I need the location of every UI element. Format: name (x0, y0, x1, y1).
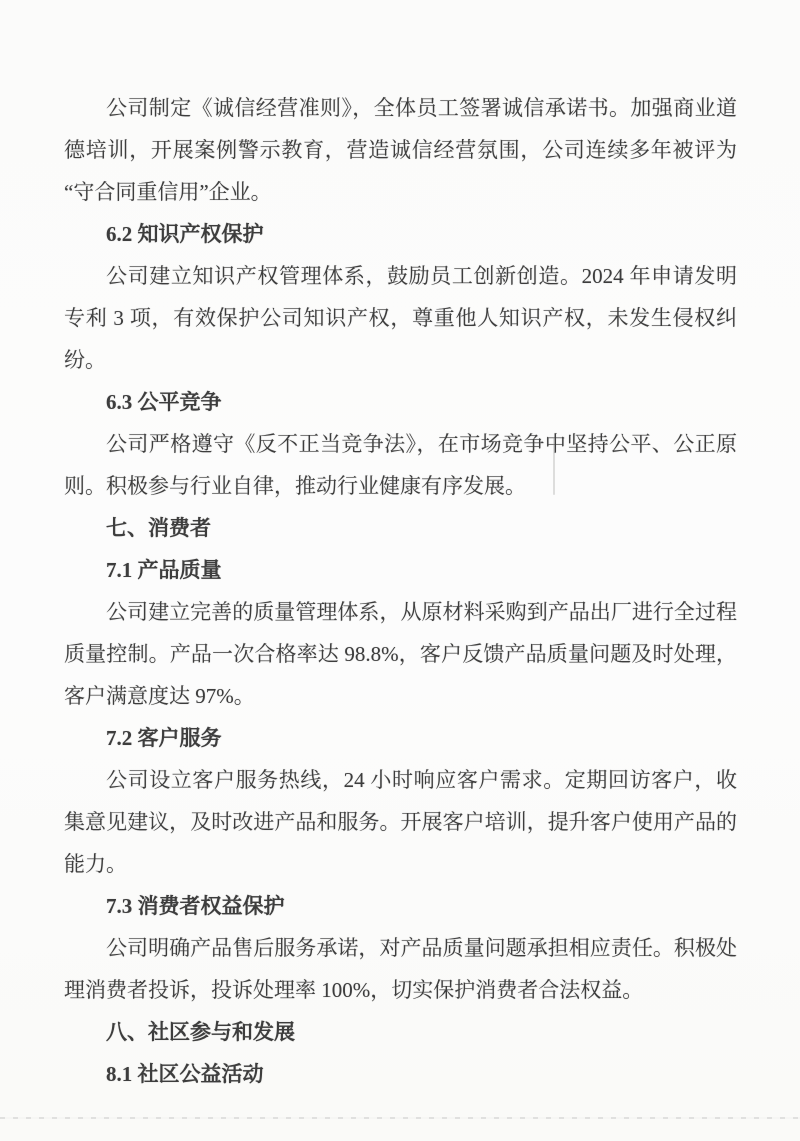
heading-7-1-product-quality: 7.1 产品质量 (106, 558, 222, 582)
heading-8-community: 八、社区参与和发展 (106, 1020, 295, 1044)
heading-6-3-fair-competition: 6.3 公平竞争 (106, 390, 222, 414)
scan-artifact-vertical (553, 437, 555, 495)
paragraph-fair-competition: 公司严格遵守《反不正当竞争法》，在市场竞争中坚持公平、公正原则。积极参与行业自律，推动行业健康有序发展。 (64, 432, 737, 498)
paragraph-integrity-code: 公司制定《诚信经营准则》，全体员工签署诚信承诺书。加强商业道德培训，开展案例警示教育，营造诚信经营氛围，公司连续多年被评为“守合同重信用”企业。 (64, 96, 737, 204)
paragraph-product-quality: 公司建立完善的质量管理体系，从原材料采购到产品出厂进行全过程质量控制。产品一次合格率达 98.8%，客户反馈产品质量问题及时处理，客户满意度达 97%。 (64, 600, 737, 708)
heading-7-2-customer-service: 7.2 客户服务 (106, 726, 222, 750)
heading-7-3-consumer-rights: 7.3 消费者权益保护 (106, 894, 285, 918)
scan-artifact-line (0, 1117, 800, 1119)
heading-8-1-community-welfare: 8.1 社区公益活动 (106, 1062, 264, 1086)
paragraph-customer-service: 公司设立客户服务热线，24 小时响应客户需求。定期回访客户，收集意见建议，及时改进产品和服务。开展客户培训，提升客户使用产品的能力。 (64, 768, 737, 876)
paragraph-ip-protection: 公司建立知识产权管理体系，鼓励员工创新创造。2024 年申请发明专利 3 项，有效保护公司知识产权，尊重他人知识产权，未发生侵权纠纷。 (64, 264, 737, 372)
document-body (64, 87, 737, 1095)
heading-7-consumers: 七、消费者 (106, 516, 211, 540)
paragraph-consumer-rights: 公司明确产品售后服务承诺，对产品质量问题承担相应责任。积极处理消费者投诉，投诉处理率 100%，切实保护消费者合法权益。 (64, 936, 737, 1002)
heading-6-2-ip-protection: 6.2 知识产权保护 (106, 222, 264, 246)
